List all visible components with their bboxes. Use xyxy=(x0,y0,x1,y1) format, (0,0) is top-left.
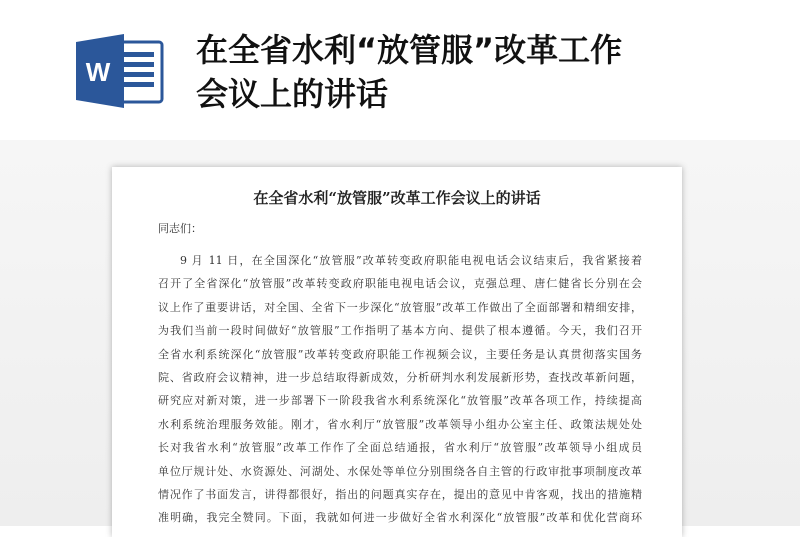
body-line: 为我们当前一段时间做好“放管服”工作指明了基本方向、提供了根本遵循。今天，我们召开 xyxy=(158,324,642,338)
body-line: 9 月 11 日，在全国深化“放管服”改革转变政府职能电视电话会议结束后，我省紧接着 xyxy=(180,254,642,267)
body-line: 研究应对新对策，进一步部署下一阶段我省水利系统深化“放管服”改革各项工作，持续提高 xyxy=(158,394,642,408)
body-line: 水利系统治理服务效能。刚才，省水利厅“放管服”改革领导小组办公室主任、政策法规处处 xyxy=(158,417,642,431)
body-line: 单位厅规计处、水资源处、河湖处、水保处等单位分别围绕各自主管的行政审批事项制度改革 xyxy=(158,464,642,478)
header xyxy=(0,0,800,140)
body-line: 召开了全省深化“放管服”改革转变政府职能电视电话会议，克强总理、唐仁健省长分别在会 xyxy=(158,277,642,291)
word-icon-letter: W xyxy=(85,57,111,87)
body-line: 情况作了书面发言，讲得都很好，指出的问题真实存在，提出的意见中肯客观，找出的措施精 xyxy=(158,487,642,501)
body-line: 院、省政府会议精神，进一步总结取得新成效，分析研判水利发展新形势，查找改革新问题， xyxy=(158,370,642,384)
document-heading-line-2: 会议上的讲话 xyxy=(196,75,389,113)
body-line: 议上作了重要讲话，对全国、全省下一步深化“放管服”改革工作做出了全面部署和精细安排， xyxy=(158,300,642,314)
word-icon xyxy=(76,34,164,108)
greeting: 同志们： xyxy=(158,222,202,235)
document-heading xyxy=(196,28,756,116)
body-line: 全省水利系统深化“放管服”改革转变政府职能工作视频会议，主要任务是认真贯彻落实国务 xyxy=(158,347,642,361)
body-line: 长对我省水利“放管服”改革工作作了全面总结通报，省水利厅“放管服”改革领导小组成员 xyxy=(158,441,642,455)
body-line: 准明确，我完全赞同。下面，我就如何进一步做好全省水利深化“放管服”改革和优化营商环 xyxy=(158,511,642,525)
document-body xyxy=(158,249,642,530)
document-heading-line-1: 在全省水利“放管服”改革工作 xyxy=(196,31,623,69)
page-title: 在全省水利“放管服”改革工作会议上的讲话 xyxy=(253,189,541,207)
document-page xyxy=(112,167,682,537)
